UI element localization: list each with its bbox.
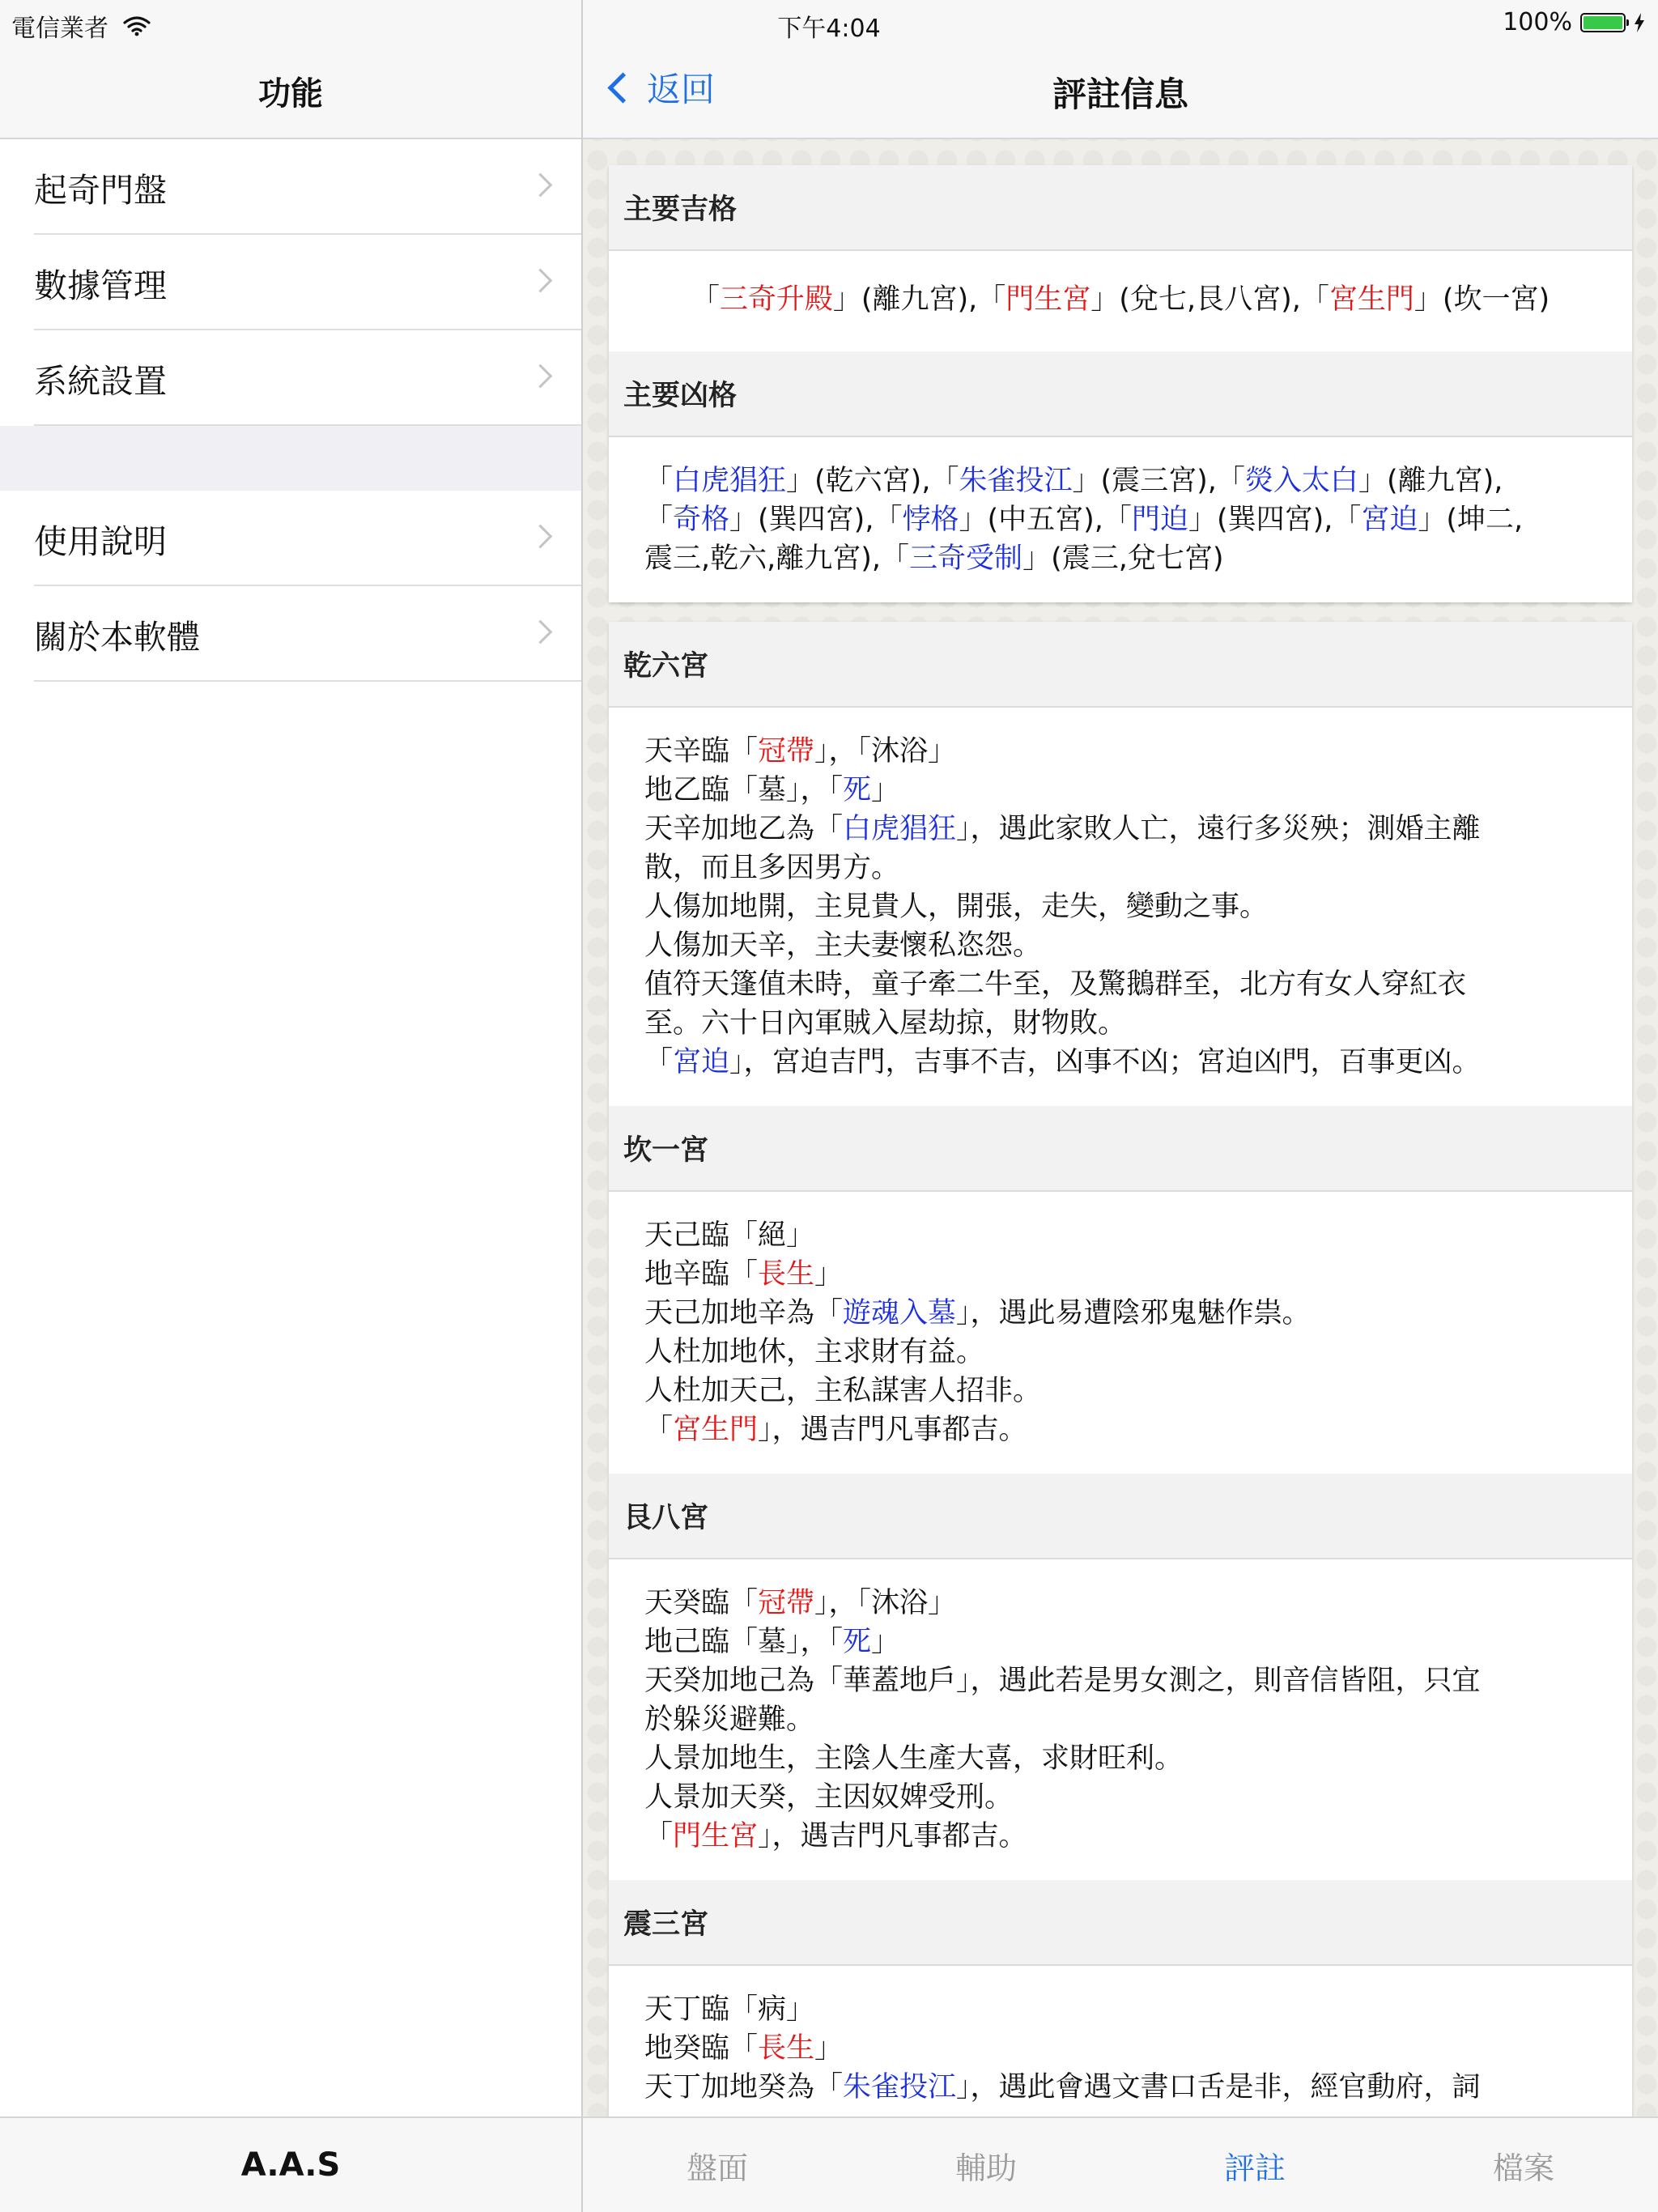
text-fragment: 至。六十日內軍賊入屋劫掠，財物敗。	[644, 1007, 1127, 1040]
text-fragment: 天丁加地癸為「	[644, 2071, 844, 2104]
tab-commentary[interactable]: 評註	[1223, 2150, 1286, 2186]
menu-item-instructions[interactable]	[0, 491, 581, 586]
text-fragment: 天己加地辛為「	[644, 1297, 844, 1329]
text-line	[644, 1216, 1596, 1255]
ominous-term: 門迫	[1131, 504, 1188, 536]
text-fragment: 人景加地生，主陰人生產大喜，求財旺利。	[644, 1742, 1184, 1775]
ominous-term: 三奇受制	[909, 542, 1023, 575]
menu-group-1	[0, 139, 581, 682]
text-line	[644, 500, 1596, 539]
text-fragment: 」(離九宮),	[1358, 465, 1503, 497]
master-pane	[0, 0, 583, 2212]
text-fragment: 天辛臨「	[644, 735, 759, 768]
tab-chart[interactable]: 盤面	[686, 2150, 748, 2186]
text-fragment: 人景加天癸，主因奴婢受刑。	[644, 1781, 1014, 1814]
detail-title: 評註信息	[1052, 74, 1188, 114]
master-title: 功能	[258, 75, 323, 113]
text-fragment: 」(兌七,艮八宮),「	[1090, 283, 1329, 316]
text-line	[644, 1294, 1596, 1333]
text-fragment: 「	[644, 1046, 674, 1078]
text-line	[644, 1255, 1596, 1294]
carrier-label: 電信業者	[11, 15, 108, 43]
menu-item-label: 數據管理	[34, 266, 167, 305]
text-line	[644, 1739, 1596, 1778]
ominous-term: 朱雀投江	[843, 2071, 957, 2104]
text-line	[644, 887, 1596, 926]
text-fragment: 」，「沐浴」	[814, 1587, 957, 1619]
back-label: 返回	[647, 70, 716, 109]
text-line	[644, 1623, 1596, 1661]
text-fragment: 」，遇此會遇文書口舌是非，經官動府，詞	[956, 2071, 1481, 2104]
text-fragment: 天丁臨「病」	[644, 1993, 815, 2026]
text-fragment: 」	[814, 2032, 844, 2065]
palace-detail-text	[609, 1559, 1632, 1880]
chevron-right-icon	[529, 525, 553, 549]
text-fragment: 」(巽四宮),「	[729, 504, 903, 536]
text-line	[644, 965, 1596, 1004]
text-line	[644, 849, 1596, 887]
ominous-term: 朱雀投江	[959, 465, 1073, 497]
text-fragment: 」	[814, 1258, 844, 1291]
text-fragment: 」(震三,兌七宮)	[1022, 542, 1224, 575]
chevron-right-icon	[529, 620, 553, 644]
text-fragment: 」，宮迫吉門，吉事不吉，凶事不凶；宮迫凶門，百事更凶。	[729, 1046, 1481, 1078]
section-header: 乾六宮	[609, 622, 1632, 708]
text-fragment: 人杜加地休，主求財有益。	[644, 1336, 985, 1368]
charging-bolt-icon	[1634, 13, 1645, 32]
text-fragment: 地癸臨「	[644, 2032, 759, 2065]
text-fragment: 「	[644, 1414, 674, 1446]
menu-item-about[interactable]	[0, 586, 581, 682]
section-header: 艮八宮	[609, 1474, 1632, 1559]
text-line	[644, 1990, 1596, 2029]
text-line	[644, 1661, 1596, 1700]
text-fragment: 」(巽四宮),「	[1188, 504, 1362, 536]
text-fragment: 」	[871, 1626, 900, 1658]
text-fragment: 人傷加天辛，主夫妻懷私恣怨。	[644, 929, 1042, 962]
text-fragment: 「	[644, 1820, 674, 1853]
menu-item-label: 系統設置	[34, 361, 167, 401]
palace-detail-text	[609, 708, 1632, 1106]
text-fragment: 」，遇此家敗人亡，遠行多災殃；測婚主離	[956, 813, 1481, 845]
text-line	[644, 1778, 1596, 1817]
text-fragment: 」，遇吉門凡事都吉。	[758, 1414, 1027, 1446]
auspicious-term: 長生	[758, 2032, 815, 2065]
text-fragment: 地辛臨「	[644, 1258, 759, 1291]
clock: 下午4:04	[777, 15, 881, 43]
text-line	[644, 462, 1596, 500]
text-fragment: 」(中五宮),「	[959, 504, 1132, 536]
section-header: 主要凶格	[609, 351, 1632, 437]
text-fragment: 」(乾六宮),「	[786, 465, 959, 497]
text-fragment: 人杜加天己，主私謀害人招非。	[644, 1375, 1042, 1407]
tab-files[interactable]: 檔案	[1492, 2150, 1554, 2186]
summary-card	[609, 165, 1632, 602]
battery-percent: 100%	[1503, 8, 1572, 36]
text-fragment: 「	[691, 283, 720, 316]
ominous-term: 熒入太白	[1244, 465, 1358, 497]
text-fragment: 「	[644, 504, 674, 536]
auspicious-term: 冠帶	[758, 1587, 815, 1619]
text-fragment: 」(坎一宮)	[1414, 283, 1550, 316]
text-line	[644, 1004, 1596, 1043]
text-line	[644, 1410, 1596, 1449]
text-fragment: 值符天篷值未時，童子牽二牛至，及驚鵝群至，北方有女人穿紅衣	[644, 968, 1467, 1001]
ominous-term: 遊魂入墓	[843, 1297, 957, 1329]
auspicious-term: 三奇升殿	[719, 283, 833, 316]
chevron-right-icon	[529, 173, 553, 198]
text-fragment: 震三,乾六,離九宮),「	[644, 542, 910, 575]
ominous-term: 奇格	[673, 504, 730, 536]
auspicious-term: 冠帶	[758, 735, 815, 768]
auspicious-term: 宮生門	[1329, 283, 1414, 316]
battery-icon	[1580, 13, 1626, 32]
chevron-right-icon	[529, 269, 553, 293]
text-fragment: 人傷加地開，主見貴人，開張，走失，變動之事。	[644, 891, 1269, 923]
palace-detail-text	[609, 1966, 1632, 2116]
ominous-term: 悖格	[902, 504, 959, 536]
text-line	[644, 1043, 1596, 1082]
section-gap	[0, 426, 581, 491]
text-fragment: 地己臨「墓」，「	[644, 1626, 844, 1658]
ominous-term: 死	[843, 774, 872, 806]
app-name-label: A.A.S	[240, 2146, 341, 2184]
text-line	[644, 771, 1596, 810]
text-line	[644, 810, 1596, 849]
text-fragment: 」，遇此易遭陰邪鬼魅作祟。	[956, 1297, 1311, 1329]
chevron-right-icon	[529, 364, 553, 389]
divider	[34, 424, 581, 426]
auspicious-term: 門生宮	[1005, 283, 1091, 316]
section-header: 主要吉格	[609, 165, 1632, 251]
ominous-term: 宮迫	[1361, 504, 1418, 536]
master-bottom-bar	[0, 2116, 581, 2212]
text-fragment: 地乙臨「墓」，「	[644, 774, 844, 806]
ominous-term: 白虎猖狂	[673, 465, 787, 497]
detail-pane	[583, 0, 1658, 2212]
text-line	[644, 539, 1596, 578]
text-fragment: 」，「沐浴」	[814, 735, 957, 768]
text-fragment: 天癸加地己為「華蓋地戶」，遇此若是男女測之，則音信皆阻，只宜	[644, 1665, 1481, 1697]
menu-item-start-chart[interactable]	[0, 139, 581, 235]
battery-level	[1584, 16, 1622, 29]
detail-scroll-area[interactable]	[583, 139, 1658, 2116]
text-line	[644, 1700, 1596, 1739]
text-fragment: 」，遇吉門凡事都吉。	[758, 1820, 1027, 1853]
text-fragment: 天己臨「絕」	[644, 1219, 815, 1252]
text-fragment: 」(震三宮),「	[1072, 465, 1245, 497]
text-line	[644, 2068, 1596, 2107]
text-line	[644, 1333, 1596, 1372]
text-line	[644, 2029, 1596, 2068]
tab-bar	[583, 2116, 1658, 2212]
text-line	[644, 1817, 1596, 1856]
text-fragment: 」(離九宮),「	[832, 283, 1006, 316]
section-header: 震三宮	[609, 1880, 1632, 1966]
text-line	[644, 1584, 1596, 1623]
text-fragment: 」(坤二,	[1418, 504, 1524, 536]
ominous-term: 白虎猖狂	[843, 813, 957, 845]
menu-item-data-management[interactable]	[0, 235, 581, 330]
palace-detail-text	[609, 1192, 1632, 1474]
text-line	[644, 732, 1596, 771]
ominous-term: 宮迫	[673, 1046, 730, 1078]
ominous-term: 死	[843, 1626, 872, 1658]
menu-item-system-settings[interactable]	[0, 330, 581, 426]
text-line	[644, 1372, 1596, 1410]
text-fragment: 」	[871, 774, 900, 806]
auspicious-term: 門生宮	[673, 1820, 759, 1853]
text-fragment: 散，而且多因男方。	[644, 852, 900, 884]
section-header: 坎一宮	[609, 1106, 1632, 1192]
menu-item-label: 關於本軟體	[34, 617, 200, 657]
text-fragment: 「	[644, 465, 674, 497]
palace-details-card	[609, 622, 1632, 2116]
text-line	[644, 926, 1596, 965]
text-fragment: 天癸臨「	[644, 1587, 759, 1619]
divider	[34, 680, 581, 682]
auspicious-term: 宮生門	[673, 1414, 759, 1446]
tab-auxiliary[interactable]: 輔助	[954, 2150, 1017, 2186]
auspicious-patterns-text	[609, 251, 1632, 351]
menu-item-label: 起奇門盤	[34, 170, 167, 210]
auspicious-term: 長生	[758, 1258, 815, 1291]
status-bar	[0, 0, 1658, 45]
battery-area	[1503, 8, 1645, 36]
text-fragment: 於躲災避難。	[644, 1704, 815, 1736]
ominous-patterns-text	[609, 437, 1632, 602]
text-fragment: 天辛加地乙為「	[644, 813, 844, 845]
menu-item-label: 使用說明	[34, 521, 167, 561]
